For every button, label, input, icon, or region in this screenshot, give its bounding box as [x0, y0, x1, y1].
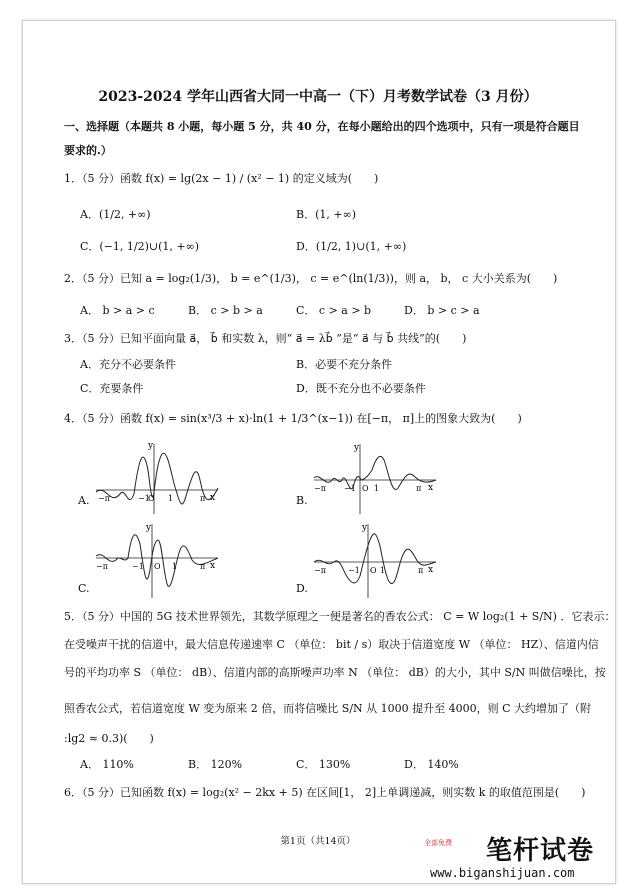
q4-graph-d — [310, 520, 440, 600]
q4a-tick-1: 1 — [168, 494, 174, 503]
q4a-tick-origin: O — [148, 494, 155, 503]
q2-option-a: A． b > a > c — [80, 304, 155, 317]
q5-option-b: B． 120% — [188, 758, 243, 771]
q5-line3: 号的平均功率 S （单位： dB）、信道内部的高斯噪声功率 N （单位： dB）的大小，其中 S/N 叫做信噪比，按 — [64, 666, 606, 679]
section-heading-line2: 要求的.） — [64, 144, 112, 157]
q4c-axis-x: x — [210, 561, 216, 571]
q4a-tick-neg-pi: −π — [98, 494, 110, 503]
q4-label-a: A. — [78, 494, 90, 507]
q4b-tick-neg-pi: −π — [314, 484, 326, 493]
q5-line4: 照香农公式，若信道宽度 W 变为原来 2 倍，而将信噪比 S/N 从 1000 提升至 4000，则 C 大约增加了（附 — [64, 702, 592, 715]
q5-option-d: D． 140% — [404, 758, 459, 771]
q4-graph-a — [92, 440, 222, 516]
q5-option-a: A． 110% — [80, 758, 134, 771]
q6-stem: 6．（5 分）已知函数 f(x) = log₂(x² − 2kx + 5) 在区间[1， 2]上单调递减，则实数 k 的取值范围是( ) — [64, 786, 586, 799]
q5-line1: 5．（5 分）中国的 5G 技术世界领先，其数学原理之一便是著名的香农公式： C = W log₂(1 + S/N) ．它表示： — [64, 610, 616, 623]
q4d-axis-y: y — [362, 523, 368, 533]
q2-option-d: D． b > c > a — [404, 304, 480, 317]
q5-option-c: C． 130% — [296, 758, 351, 771]
q1-stem: 1．（5 分）函数 f(x) = lg(2x − 1) / (x² − 1) 的定义域为( ) — [64, 172, 379, 185]
q4b-tick-neg-1: −1 — [344, 484, 356, 493]
q4-graph-c — [92, 520, 222, 600]
q4b-axis-y: y — [354, 443, 360, 453]
watermark-logo-text: 笔杆试卷 — [485, 836, 594, 866]
q4b-tick-1: 1 — [374, 484, 380, 493]
q4-graph-b — [310, 440, 440, 516]
q3-option-d: D．既不充分也不必要条件 — [296, 382, 426, 395]
q2-option-c: C． c > a > b — [296, 304, 372, 317]
watermark-small-label: 全部免费 — [424, 839, 452, 847]
q1-option-b: B．(1, +∞) — [296, 208, 357, 221]
q4c-tick-pi: π — [200, 562, 206, 571]
q4-stem: 4．（5 分）函数 f(x) = sin(x³/3 + x)·ln(1 + 1/3^(x−1)) 在[−π， π]上的图象大致为( ) — [64, 412, 522, 425]
exam-title: 2023-2024 学年山西省大同一中高一（下）月考数学试卷（3 月份） — [98, 89, 538, 105]
page-footer: 第1页（共14页） — [280, 836, 356, 847]
q4d-tick-origin: O — [370, 566, 377, 575]
q4d-axis-x: x — [428, 565, 434, 575]
q4c-tick-origin: O — [154, 562, 161, 571]
q3-option-a: A．充分不必要条件 — [80, 358, 176, 371]
q4a-axis-y: y — [148, 441, 154, 451]
q4-label-d: D. — [296, 582, 308, 595]
q3-option-c: C．充要条件 — [80, 382, 144, 395]
q3-option-b: B．必要不充分条件 — [296, 358, 393, 371]
q4a-tick-pi: π — [200, 494, 206, 503]
q3-stem: 3．（5 分）已知平面向量 a⃗， b⃗ 和实数 λ，则“ a⃗ = λb⃗ ”是“ a⃗ 与 b⃗ 共线”的( ) — [64, 332, 467, 345]
watermark-url: www.biganshijuan.com — [430, 866, 575, 880]
q4b-tick-pi: π — [416, 484, 422, 493]
section-heading-line1: 一、选择题（本题共 8 小题，每小题 5 分，共 40 分，在每小题给出的四个选项中，只有一项是符合题目 — [64, 120, 580, 133]
q4b-tick-origin: O — [362, 484, 369, 493]
q4b-axis-x: x — [428, 483, 434, 493]
q4-label-c: C. — [78, 582, 90, 595]
q4d-tick-1: 1 — [380, 566, 386, 575]
q4c-axis-y: y — [146, 523, 152, 533]
q2-stem: 2．（5 分）已知 a = log₂(1/3)， b = e^(1/3)， c = e^(ln(1/3))，则 a， b， c 大小关系为( ) — [64, 272, 558, 285]
q1-option-c: C．(−1, 1/2)∪(1, +∞) — [80, 240, 200, 253]
q5-line2: 在受噪声干扰的信道中，最大信息传递速率 C （单位： bit / s）取决于信道宽度 W （单位： HZ）、信道内信 — [64, 638, 599, 651]
q1-option-a: A．(1/2, +∞) — [80, 208, 151, 221]
q4c-tick-neg-pi: −π — [96, 562, 108, 571]
q2-option-b: B． c > b > a — [188, 304, 263, 317]
q4a-tick-neg-1: −1 — [138, 494, 150, 503]
q4d-tick-pi: π — [418, 566, 424, 575]
q4d-tick-neg-pi: −π — [314, 566, 326, 575]
q5-line5: :lg2 ≈ 0.3)( ) — [64, 732, 154, 745]
q1-option-d: D．(1/2, 1)∪(1, +∞) — [296, 240, 407, 253]
q4c-tick-neg-1: −1 — [132, 562, 144, 571]
q4d-tick-neg-1: −1 — [348, 566, 360, 575]
q4c-tick-1: 1 — [172, 562, 178, 571]
q4a-axis-x: x — [210, 493, 216, 503]
q4-label-b: B. — [296, 494, 308, 507]
